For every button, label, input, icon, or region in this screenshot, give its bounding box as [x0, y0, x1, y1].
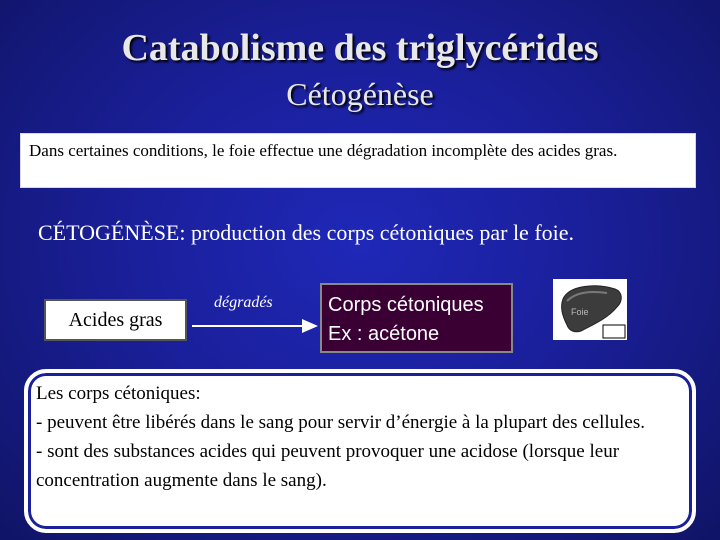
ketone-bodies-example: Ex : acétone: [328, 323, 440, 345]
fatty-acids-box: Acides gras: [44, 299, 187, 341]
liver-image: [553, 279, 627, 340]
arrow-label: dégradés: [214, 294, 273, 311]
info-line-3: - sont des substances acides qui peuvent provoquer une acidose (lorsque leur concentration augmente dans le sang).: [36, 441, 620, 491]
slide-title: Catabolisme des triglycérides: [121, 27, 599, 69]
intro-text: Dans certaines conditions, le foie effectue une dégradation incomplète des acides gras.: [29, 141, 618, 160]
ketone-bodies-info-box: [24, 369, 696, 533]
intro-text-box: [20, 133, 696, 188]
ketone-bodies-title: Corps cétoniques: [328, 294, 484, 316]
slide-subtitle: Cétogénèse: [286, 76, 434, 112]
liver-icon: [553, 279, 627, 340]
info-line-1: Les corps cétoniques:: [36, 383, 201, 404]
ketone-bodies-box: [320, 283, 513, 353]
info-line-2: - peuvent être libérés dans le sang pour servir d’énergie à la plupart des cellules.: [36, 412, 646, 433]
liver-label: Foie: [571, 307, 589, 317]
ketogenesis-heading: CÉTOGÉNÈSE: production des corps cétoniques par le foie.: [38, 220, 575, 245]
